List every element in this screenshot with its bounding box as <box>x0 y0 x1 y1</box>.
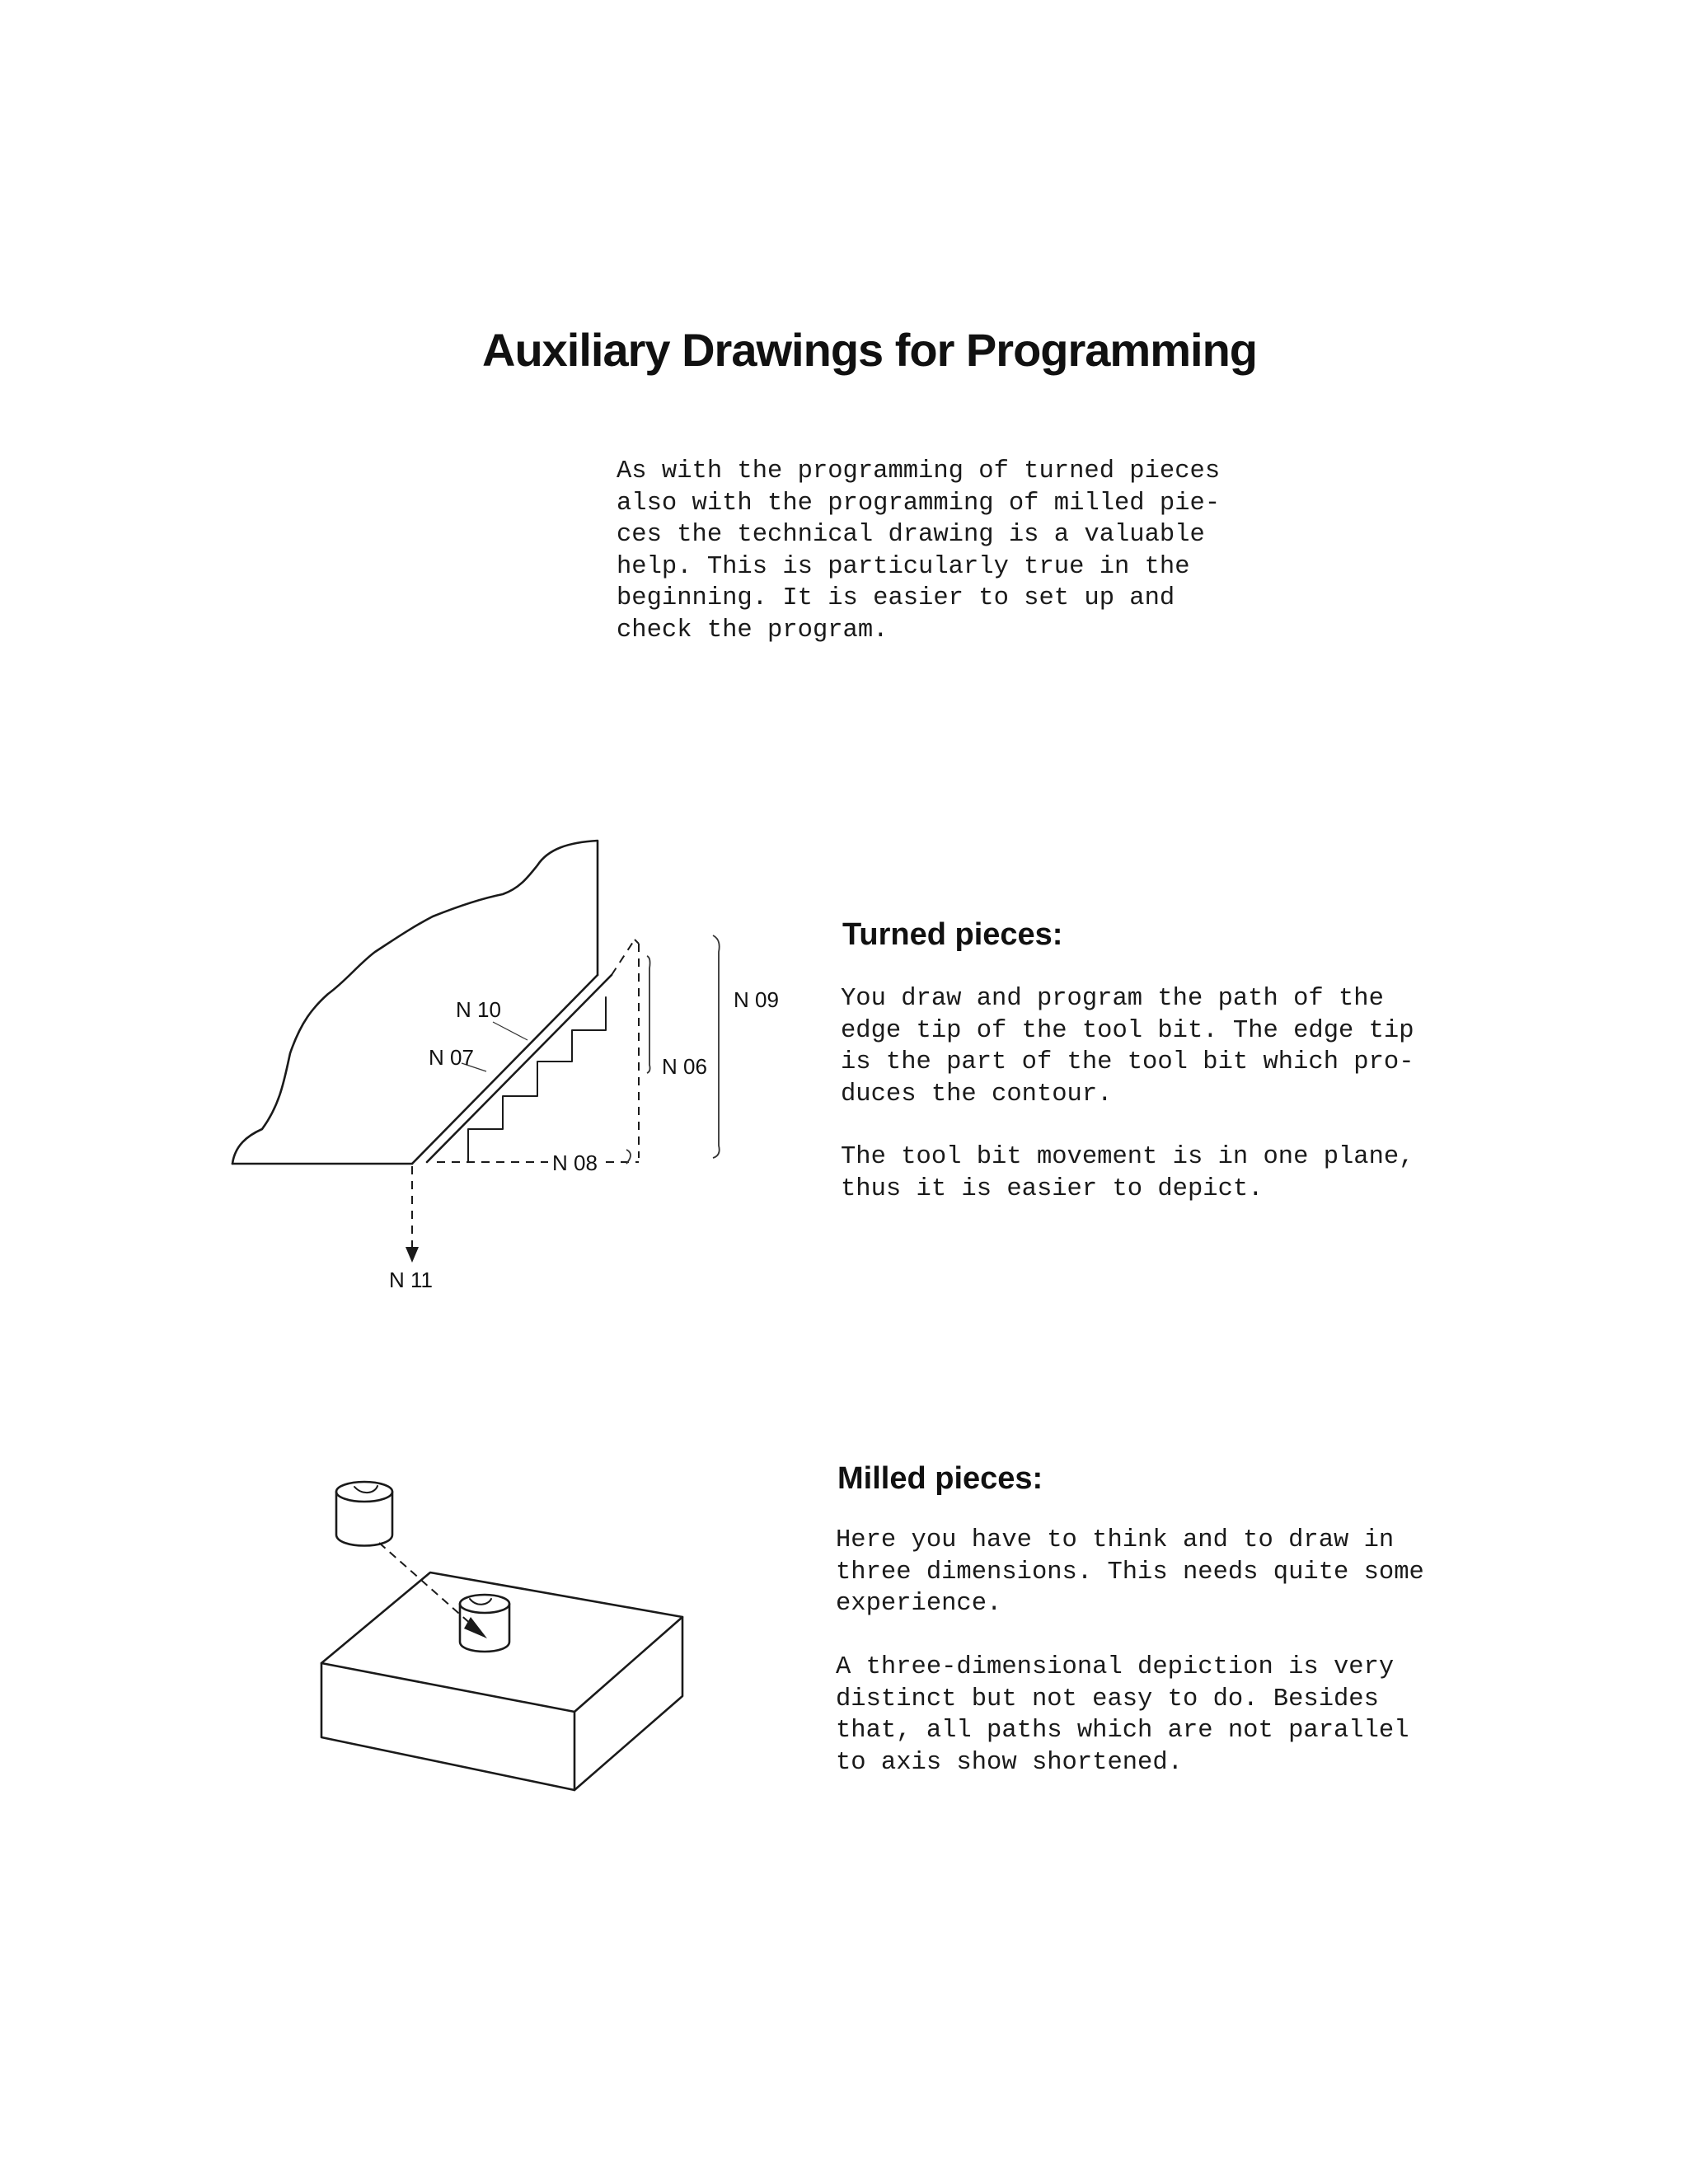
tool-end-cylinder <box>460 1595 509 1652</box>
tool-start-cylinder <box>336 1482 392 1546</box>
intro-paragraph: As with the programming of turned pieces also with the programming of milled pie- ces the technical drawing is a valuable help. This is particularly true in the beginning. It is easier to set up and check the program. <box>617 457 1221 644</box>
offset-line <box>427 975 612 1162</box>
label-n06: N 06 <box>662 1054 707 1079</box>
workpiece-outline <box>232 841 598 1164</box>
block-front-face <box>321 1663 574 1790</box>
turned-pieces-paragraph-1: You draw and program the path of the edge tip of the tool bit. The edge tip is the part of the tool bit which pro- duces the contour. <box>841 985 1414 1108</box>
milled-pieces-paragraph-2: A three-dimensional depiction is very distinct but not easy to do. Besides that, all paths which are not parallel to axis show shortened. <box>836 1653 1409 1777</box>
label-n07: N 07 <box>429 1045 474 1070</box>
n11-arrowhead <box>406 1247 419 1263</box>
tool-path-arrow <box>379 1543 480 1632</box>
label-n11: N 11 <box>389 1268 433 1292</box>
label-n10: N 10 <box>456 997 501 1022</box>
label-n09: N 09 <box>734 987 779 1012</box>
block-top-face <box>321 1572 682 1712</box>
turned-pieces-paragraph-2: The tool bit movement is in one plane, thus it is easier to depict. <box>841 1143 1414 1203</box>
contour-line <box>412 975 598 1164</box>
n09-path <box>612 940 635 975</box>
label-n08: N 08 <box>552 1151 598 1175</box>
staircase-cuts <box>468 997 606 1162</box>
milled-pieces-paragraph-1: Here you have to think and to draw in three dimensions. This needs quite some experience. <box>836 1526 1424 1618</box>
milled-pieces-heading: Milled pieces: <box>837 1461 1043 1496</box>
tool-path-arrowhead <box>464 1617 487 1638</box>
page-title: Auxiliary Drawings for Programming <box>482 324 1257 376</box>
turned-pieces-heading: Turned pieces: <box>842 917 1063 952</box>
block-right-face <box>574 1617 682 1790</box>
